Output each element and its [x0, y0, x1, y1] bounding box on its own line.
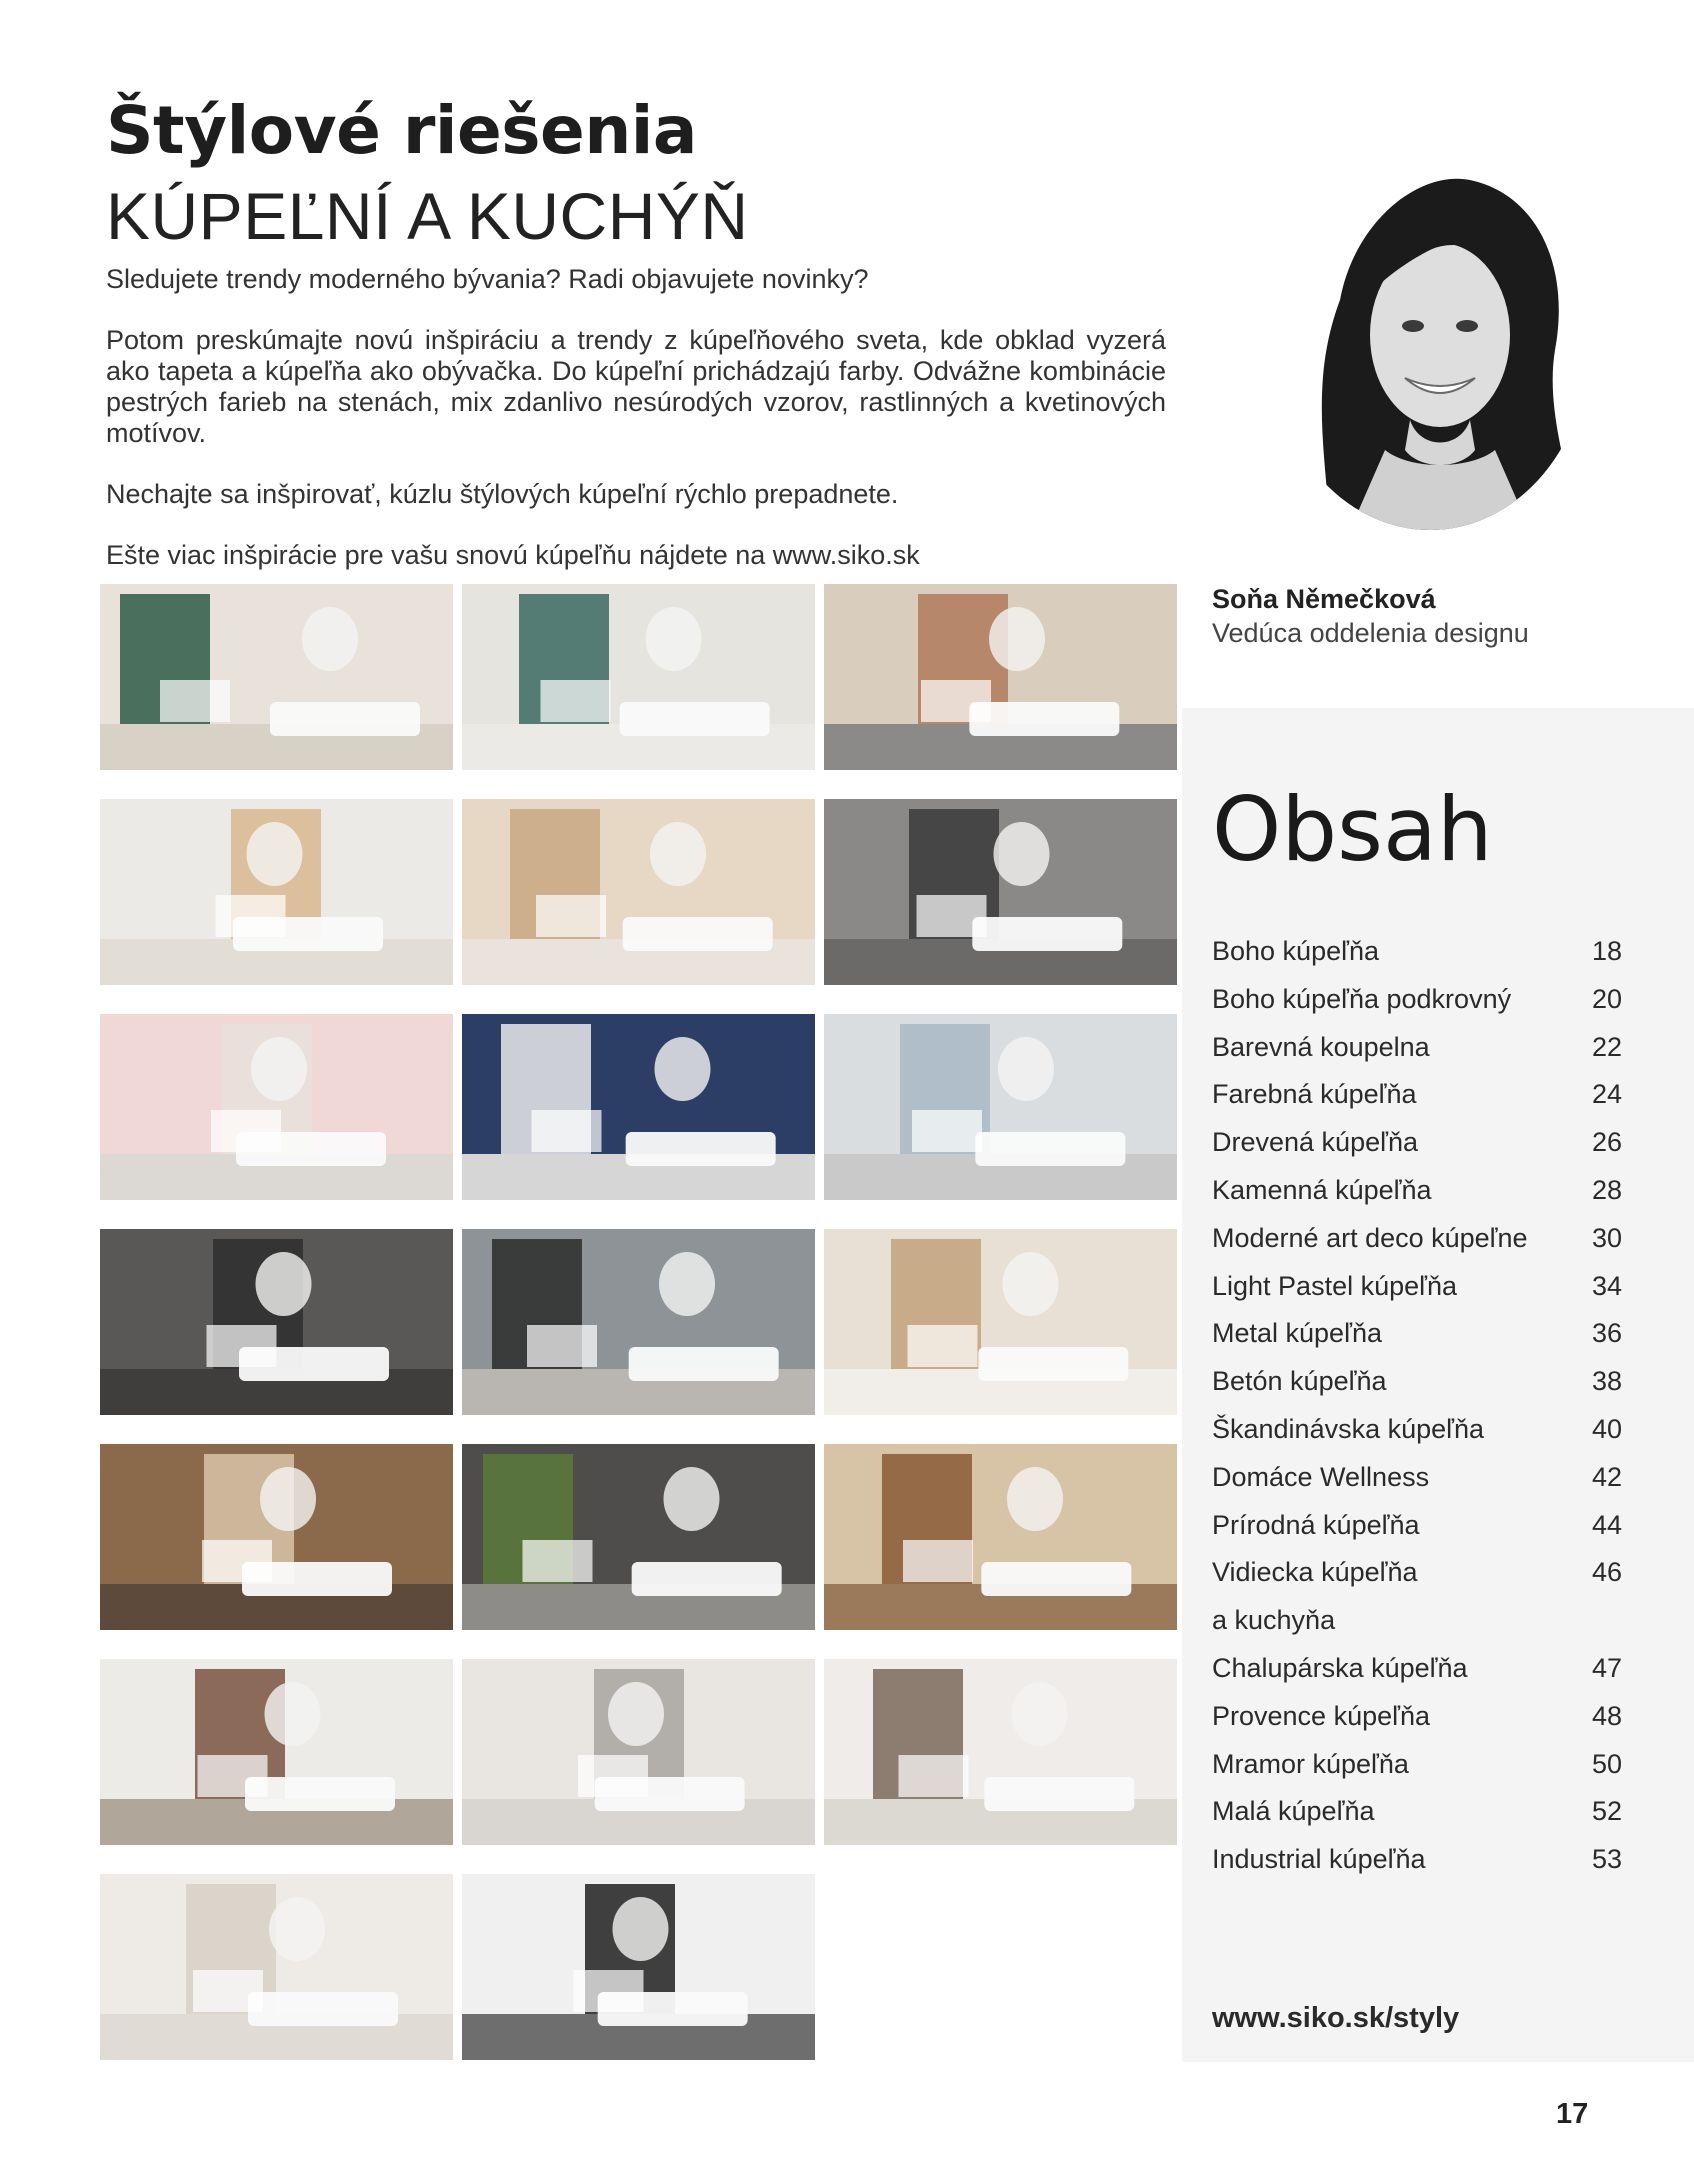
- toc-item[interactable]: [1212, 1406, 1622, 1454]
- person-portrait: [1270, 150, 1590, 530]
- toc-item-page: 28: [1591, 1174, 1622, 1205]
- toc-item[interactable]: [1212, 1358, 1622, 1406]
- bathroom-photo: [100, 584, 453, 770]
- toc-item[interactable]: [1212, 1454, 1622, 1502]
- toc-item[interactable]: [1212, 1215, 1622, 1263]
- toc-item-page: 20: [1591, 983, 1622, 1014]
- toc-item-label: Boho kúpeľňa podkrovný: [1212, 983, 1512, 1014]
- toc-item[interactable]: [1212, 1119, 1622, 1167]
- bathroom-photo: [462, 1014, 815, 1200]
- toc-item-page: 50: [1591, 1748, 1622, 1779]
- toc-item-label: Industrial kúpeľňa: [1212, 1844, 1426, 1875]
- bathroom-photo-gallery: [100, 584, 1178, 2064]
- toc-item-label: Farebná kúpeľňa: [1212, 1079, 1417, 1110]
- bathroom-photo: [824, 1014, 1177, 1200]
- toc-item-page: 46: [1591, 1557, 1622, 1588]
- toc-item[interactable]: [1212, 1788, 1622, 1836]
- page-number: 17: [1556, 2098, 1589, 2130]
- bathroom-photo: [824, 1444, 1177, 1630]
- toc-item-page: 42: [1591, 1461, 1622, 1492]
- toc-item[interactable]: [1212, 1549, 1622, 1597]
- bathroom-photo: [462, 584, 815, 770]
- page-subtitle: KÚPEĽNÍ A KUCHÝŇ: [106, 179, 749, 253]
- toc-item-page: 30: [1591, 1222, 1622, 1253]
- toc-item-label: Betón kúpeľňa: [1212, 1366, 1387, 1397]
- toc-item-label: Vidiecka kúpeľňa: [1212, 1557, 1418, 1588]
- toc-item-label: Provence kúpeľňa: [1212, 1700, 1431, 1731]
- toc-item-label: Boho kúpeľňa: [1212, 936, 1380, 966]
- intro-text: [106, 264, 1166, 601]
- toc-item-label: Prírodná kúpeľňa: [1212, 1509, 1420, 1540]
- toc-item[interactable]: [1212, 1693, 1622, 1741]
- bathroom-photo: [462, 1444, 815, 1630]
- toc-title: Obsah: [1212, 778, 1493, 881]
- intro-paragraph: Nechajte sa inšpirovať, kúzlu štýlových kúpeľní rýchlo prepadnete.: [106, 479, 899, 509]
- toc-item-label: Škandinávska kúpeľňa: [1212, 1413, 1485, 1444]
- toc-item-label: Domáce Wellness: [1212, 1461, 1430, 1492]
- bathroom-photo: [462, 1874, 815, 2060]
- bathroom-photo: [100, 1229, 453, 1415]
- toc-item-page: 22: [1591, 1031, 1622, 1062]
- toc-item-label: Drevená kúpeľňa: [1212, 1127, 1419, 1158]
- toc-item-page: 40: [1591, 1413, 1622, 1444]
- bathroom-photo: [100, 1874, 453, 2060]
- bathroom-photo: [824, 799, 1177, 985]
- bathroom-photo: [100, 1659, 453, 1845]
- toc-item-page: 48: [1591, 1700, 1622, 1731]
- toc-item-label: Malá kúpeľňa: [1212, 1796, 1375, 1827]
- toc-item-label: Light Pastel kúpeľňa: [1212, 1270, 1458, 1301]
- bathroom-photo: [100, 1444, 453, 1630]
- intro-paragraph: Sledujete trendy moderného bývania? Radi objavujete novinky?: [106, 264, 869, 294]
- toc-item-label: Moderné art deco kúpeľne: [1212, 1222, 1528, 1253]
- intro-paragraph: Ešte viac inšpirácie pre vašu snovú kúpeľňu nájdete na www.siko.sk: [106, 540, 920, 570]
- toc-item-label: Barevná koupelna: [1212, 1031, 1430, 1062]
- bathroom-photo: [462, 799, 815, 985]
- toc-item-label: Mramor kúpeľňa: [1212, 1748, 1409, 1779]
- toc-item[interactable]: [1212, 1167, 1622, 1215]
- page-title: Štýlové riešenia: [106, 92, 697, 169]
- bathroom-photo: [824, 1659, 1177, 1845]
- toc-url-link[interactable]: www.siko.sk/styly: [1212, 2002, 1460, 2034]
- toc-list: [1212, 928, 1622, 1884]
- toc-item[interactable]: [1212, 1024, 1622, 1072]
- bathroom-photo: [462, 1659, 815, 1845]
- toc-item-page: 52: [1591, 1796, 1622, 1827]
- intro-paragraph: Potom preskúmajte novú inšpiráciu a trendy z kúpeľňového sveta, kde obklad vyzerá ako tapeta a kúpeľňa ako obývačka. Do kúpeľní prichádzajú farby. Odvážne kombinácie pestrých farieb na stenách, mix zdanlivo nesúrodých vzorov, rastlinných a kvetinových motívov.: [106, 325, 1166, 448]
- toc-item-page: 26: [1591, 1127, 1622, 1158]
- toc-item-page: 34: [1591, 1270, 1622, 1301]
- toc-item[interactable]: [1212, 1836, 1622, 1884]
- table-of-contents: [1182, 708, 1694, 2062]
- toc-item[interactable]: [1212, 1310, 1622, 1358]
- toc-item-page: 53: [1591, 1844, 1622, 1875]
- toc-item-page: 24: [1591, 1079, 1622, 1110]
- bathroom-photo: [462, 1229, 815, 1415]
- toc-item-label: Chalupárska kúpeľňa: [1212, 1652, 1468, 1683]
- bathroom-photo: [100, 1014, 453, 1200]
- bathroom-photo: [100, 799, 453, 985]
- toc-item-page: 36: [1591, 1318, 1622, 1349]
- person-role: Vedúca oddelenia designu: [1212, 618, 1529, 648]
- toc-item-label: Metal kúpeľňa: [1212, 1318, 1382, 1349]
- bathroom-photo: [824, 584, 1177, 770]
- toc-item[interactable]: [1212, 976, 1622, 1024]
- toc-item-label: a kuchyňa: [1212, 1605, 1336, 1636]
- toc-item-page: 18: [1591, 936, 1622, 966]
- toc-item-page: 44: [1591, 1509, 1622, 1540]
- toc-item[interactable]: [1212, 1071, 1622, 1119]
- person-name: Soňa Němečková: [1212, 584, 1436, 614]
- toc-item[interactable]: [1212, 1741, 1622, 1789]
- toc-item[interactable]: [1212, 1597, 1622, 1645]
- toc-item[interactable]: [1212, 928, 1622, 976]
- toc-item-page: 47: [1591, 1652, 1622, 1683]
- toc-item[interactable]: [1212, 1502, 1622, 1550]
- toc-item-page: 38: [1591, 1366, 1622, 1397]
- toc-item-label: Kamenná kúpeľňa: [1212, 1174, 1432, 1205]
- toc-item[interactable]: [1212, 1645, 1622, 1693]
- toc-item[interactable]: [1212, 1263, 1622, 1311]
- bathroom-photo: [824, 1229, 1177, 1415]
